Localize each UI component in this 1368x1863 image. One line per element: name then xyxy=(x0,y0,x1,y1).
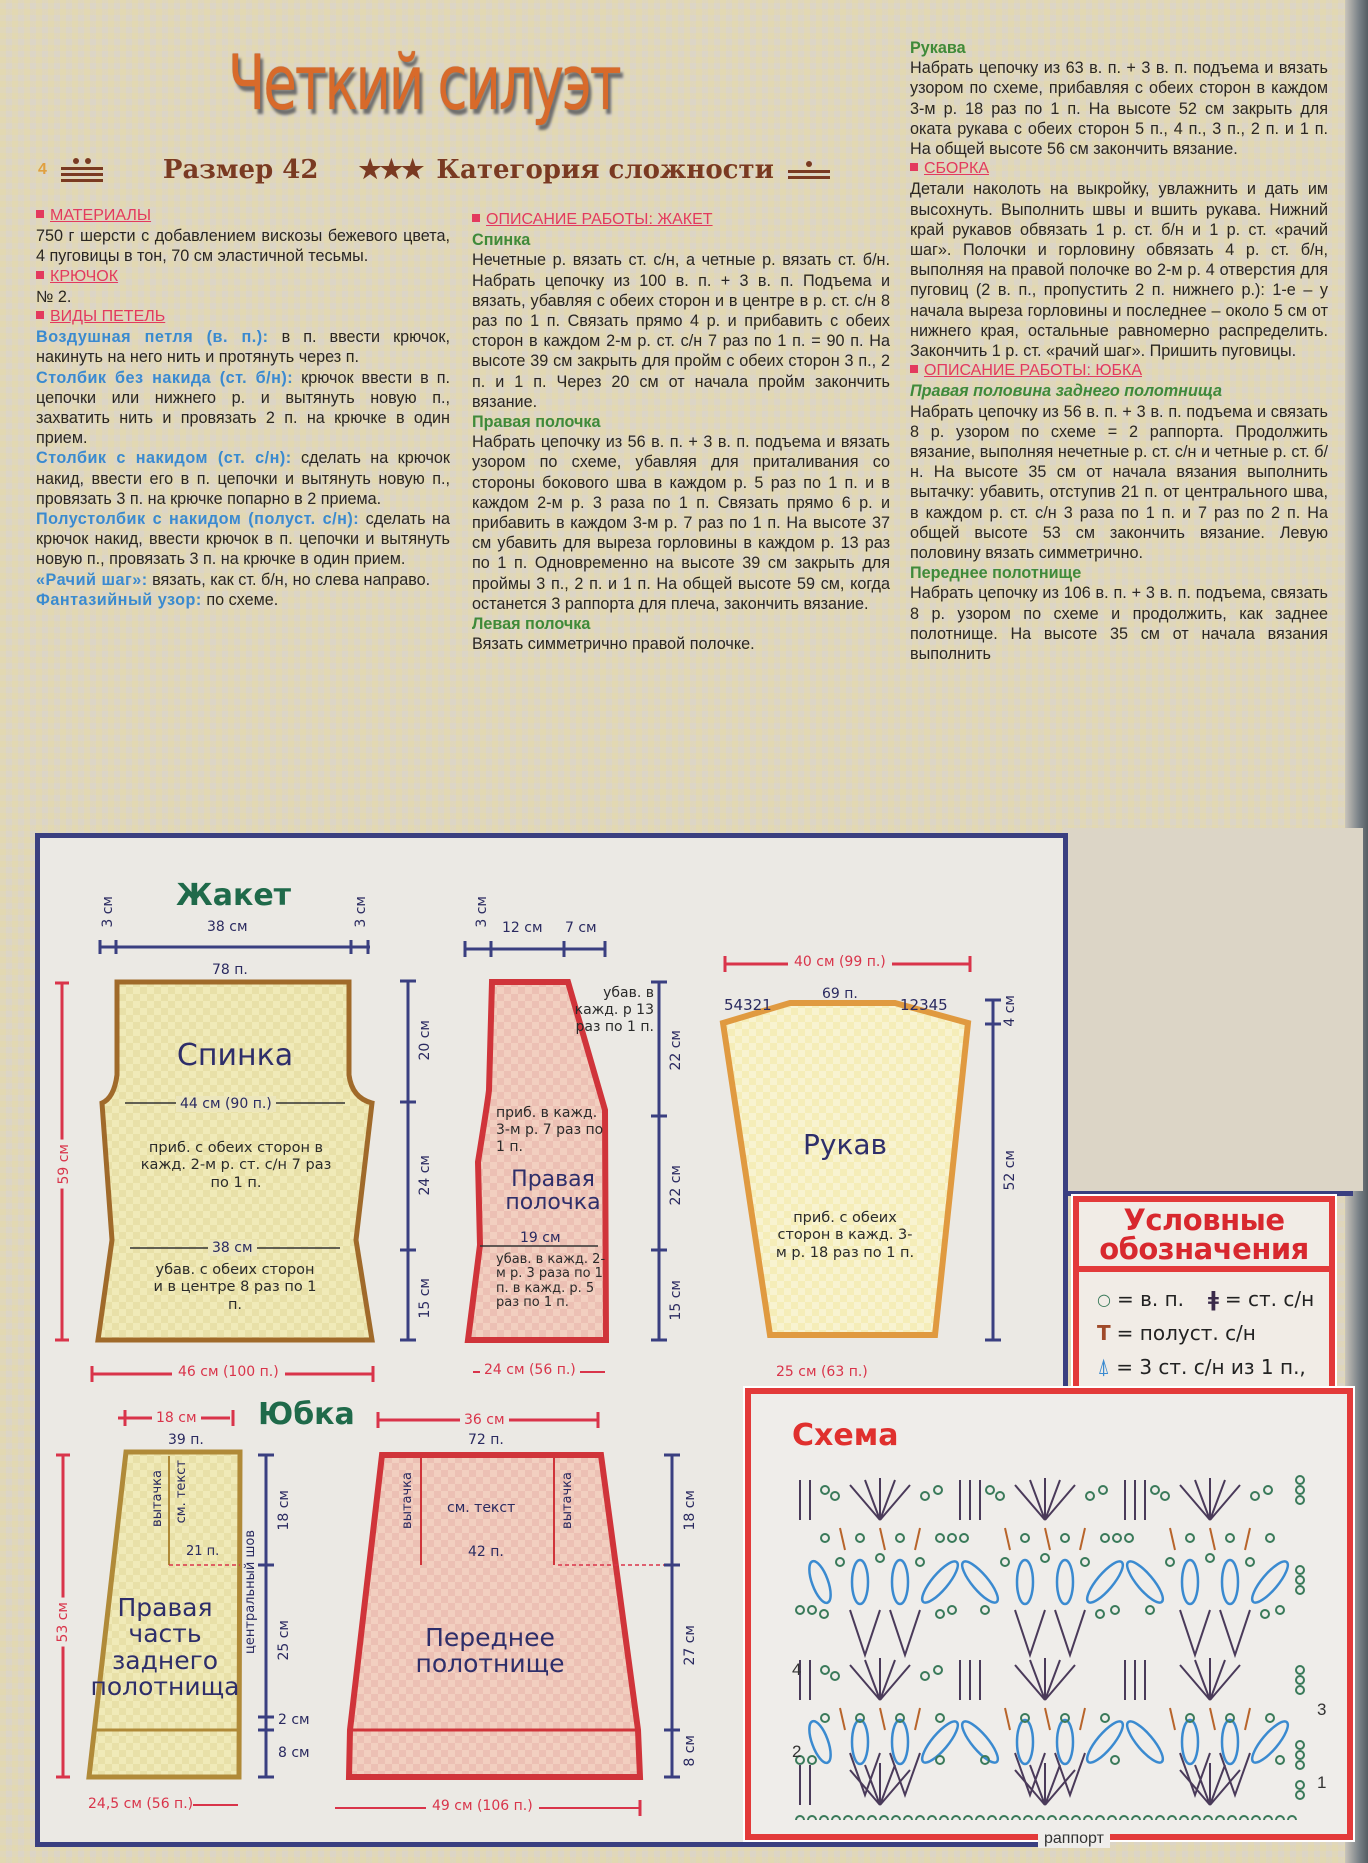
dim-label: 7 см xyxy=(565,920,597,936)
row-number-1: 1 xyxy=(1317,1773,1327,1792)
dim-label: 3 см xyxy=(100,896,116,928)
stitch-chart-title: Схема xyxy=(792,1418,899,1453)
dim-label: 18 см xyxy=(152,1410,201,1426)
stitch-definition: Воздушная петля (в. п.): в п. ввести крючок, накинуть на него нить и протянуть через п. xyxy=(36,328,450,367)
skirt-front-text: Набрать цепочку из 106 в. п. + 3 в. п. подъема, связать 8 р. узором по схеме и продолжить, как заднее полотнище. На высоте 35 см от начала вязания выполнить xyxy=(910,584,1328,664)
sleeves-heading: Рукава xyxy=(910,39,966,57)
right-front-text: Набрать цепочку из 56 в. п. + 3 в. п. подъема и вязать узором по схеме, убавляя для приталивания со стороны бокового шва в каждом р. 5 раз по 1 п. и в каждом 2-м р. 3 раза по 1 п. Связать прямо 6 р. и прибавить в каждом 3-м р. 7 раз по 1 п. На высоте 37 см убавить для выреза горловины в каждом р. 13 раз по 1 п. Одновременно на высоте 39 см закрыть для проймы 3 п., 2 п. и 1 п. На общей высоте 59 см, когда останется 3 раппорта для плеча, закончить вязание. xyxy=(472,433,890,613)
right-front-piece-label: Правая полочка xyxy=(505,1167,601,1216)
stitch-definition: Полустолбик с накидом (полуст. с/н): сделать на крючок накид, ввести крючок в п. цепочки и вытянуть новую п., провязать 3 п. на крючке в один прием. xyxy=(36,510,450,569)
dim-label: 38 см xyxy=(207,919,248,935)
see-text-label: см. текст xyxy=(447,1500,516,1516)
skirt-back-text: Набрать цепочку из 56 в. п. + 3 в. п. подъема и связать 8 р. узором по схеме = 2 раппорта. Продолжить вязание, выполняя нечетные р. ст. с/н и четные р. ст. б/н. На высоте 35 см от начала вязания выполнить вытачку: убавить, отступив 21 п. от центрального шва, в каждом р. ст. с/н 3 раза по 1 п. и 7 раз по 2 п. На общей высоте 53 см закончить вязание. Левую половину вязать симметрично. xyxy=(910,402,1328,563)
dim-label: 24,5 см (56 п.) xyxy=(88,1796,194,1812)
dim-label: 2 см xyxy=(278,1712,310,1728)
row-number-3: 3 xyxy=(1317,1700,1327,1719)
cap-marks-right: 12345 xyxy=(900,996,948,1014)
jacket-diagram-title: Жакет xyxy=(176,878,292,913)
dim-label: 38 см xyxy=(208,1240,257,1256)
right-front-heading: Правая полочка xyxy=(472,413,601,432)
double-crochet-icon: ǂ xyxy=(1208,1287,1219,1311)
dim-label: 36 см xyxy=(460,1412,509,1428)
dim-label: 25 см xyxy=(276,1620,292,1661)
half-double-crochet-icon: T xyxy=(1097,1321,1111,1345)
dim-label: 52 см xyxy=(1002,1150,1018,1191)
legend-item: ○ = в. п. ǂ = ст. с/н xyxy=(1097,1287,1315,1311)
stitch-definition: Фантазийный узор: по схеме. xyxy=(36,590,279,609)
dim-label: 24 см xyxy=(417,1155,433,1196)
size-number: 4 xyxy=(38,161,47,178)
left-front-heading: Левая полочка xyxy=(472,615,591,634)
stitch-types-heading: ВИДЫ ПЕТЕЛЬ xyxy=(36,307,450,327)
article-title: Четкий силуэт xyxy=(228,38,620,127)
difficulty-stars-icon: ★★★ xyxy=(358,155,423,185)
dim-label: 69 п. xyxy=(822,986,858,1002)
back-piece-label: Спинка xyxy=(176,1038,294,1073)
skirt-diagram-title: Юбка xyxy=(258,1397,355,1432)
front-decrease-note: убав. в кажд. 2-м р. 3 раза по 1 п. в кажд. р. 5 раз по 1 п. xyxy=(496,1252,606,1310)
skirt-front-piece-label: Переднее полотнище xyxy=(415,1623,565,1679)
dim-label: 78 п. xyxy=(212,962,248,978)
dim-label: 24 см (56 п.) xyxy=(480,1362,580,1378)
dim-label: 15 см xyxy=(668,1280,684,1321)
front-increase-note: приб. в кажд. 3-м р. 7 раз по 1 п. xyxy=(496,1105,604,1155)
difficulty-label: Категория сложности xyxy=(436,155,774,185)
cluster-icon: ⍋ xyxy=(1097,1354,1111,1380)
back-heading: Спинка xyxy=(472,231,531,250)
left-front-text: Вязать симметрично правой полочке. xyxy=(472,635,755,654)
dim-label: 44 см (90 п.) xyxy=(176,1096,276,1112)
dim-label: 40 см (99 п.) xyxy=(788,954,892,970)
dim-label: 4 см xyxy=(1002,995,1018,1027)
stitch-definition: Столбик с накидом (ст. с/н): сделать на крючок накид, ввести его в п. цепочки и вытянуть новую п., провязать 3 п. на крючке попарно в 2 приема. xyxy=(36,449,450,508)
legend-title: Условные обозначения xyxy=(1079,1202,1329,1272)
back-increase-note: приб. с обеих сторон в кажд. 2-м р. ст. с/н 7 раз по 1 п. xyxy=(140,1140,332,1191)
dart-label: вытачка xyxy=(150,1470,165,1527)
dim-label: 18 см xyxy=(682,1490,698,1531)
dim-label: 53 см xyxy=(55,1598,71,1647)
dim-label: 49 см (106 п.) xyxy=(426,1798,539,1814)
dim-label: 22 см xyxy=(668,1030,684,1071)
dim-label: 8 см xyxy=(682,1735,698,1767)
jacket-description-heading: ОПИСАНИЕ РАБОТЫ: ЖАКЕТ xyxy=(472,210,890,230)
assembly-text: Детали наколоть на выкройку, увлажнить и дать им высохнуть. Выполнить швы и вшить рукава. Нижний край рукавов обвязать 1 р. ст. б/н и 1 р. ст. «рачий шаг». Полочки и горловину обвязать 4 р. ст. б/н, выполняя на правой полочке во 2-м р. 4 отверстия для пуговиц (2 в. п., пропустить 2 п. нижнего р.): 1-е – у начала выреза горловины и последнее – около 5 см от нижнего края, остальные равномерно распределить. Закончить 1 р. ст. «рачий шаг». Пришить пуговицы. xyxy=(910,180,1328,361)
dim-label: 3 см xyxy=(353,896,369,928)
dim-label: 20 см xyxy=(417,1020,433,1061)
dim-label: 27 см xyxy=(682,1625,698,1666)
dim-label: 42 п. xyxy=(468,1544,504,1560)
chain-stitch-icon: ○ xyxy=(1097,1289,1111,1309)
repeat-label: раппорт xyxy=(1038,1830,1110,1848)
sleeve-increase-note: приб. с обеих сторон в кажд. 3-м р. 18 раз по 1 п. xyxy=(775,1210,915,1261)
dim-label: 21 п. xyxy=(186,1544,220,1559)
dart-label: вытачка xyxy=(560,1472,575,1529)
sleeve-piece-label: Рукав xyxy=(802,1128,888,1161)
stitch-definition: Столбик без накида (ст. б/н): крючок ввести в п. цепочки или нижнего р. и вытянуть новую п., захватить нить и провязать 2 п. на крючке в один прием. xyxy=(36,368,451,448)
legend-item: ⍋ = 3 ст. с/н из 1 п., xyxy=(1097,1354,1306,1380)
cap-marks-left: 54321 xyxy=(724,996,772,1014)
assembly-heading: СБОРКА xyxy=(910,159,1328,179)
see-text-label: см. текст xyxy=(174,1460,189,1524)
materials-text: 750 г шерсти с добавлением вискозы бежевого цвета, 4 пуговицы в тон, 70 см эластичной тесьмы. xyxy=(36,227,450,266)
dim-label: 59 см xyxy=(56,1140,72,1189)
materials-heading: МАТЕРИАЛЫ xyxy=(36,206,450,226)
stitch-chart xyxy=(790,1460,1310,1820)
row-number-2: 2 xyxy=(792,1742,802,1761)
dim-label: 39 п. xyxy=(168,1432,204,1448)
hook-heading: КРЮЧОК xyxy=(36,267,450,287)
back-text: Нечетные р. вязать ст. с/н, а четные р. вязать ст. б/н. Набрать цепочку из 100 в. п. + 3 в. п. Подъема и вязать, убавляя с обеих сторон и в центре в р. ст. с/н 8 раз по 1 п. Связать прямо 4 р. и прибавить с обеих сторон в каждом 2-м р. ст. с/н 7 раз по 1 п. = 90 п. На высоте 39 см закрыть для пройм с обеих сторон 3 п., 2 п. и 1 п. Через 20 см от начала пройм закончить вязание. xyxy=(472,251,890,411)
skirt-front-heading: Переднее полотнище xyxy=(910,564,1082,583)
hook-text: № 2. xyxy=(36,287,72,306)
dim-label: 15 см xyxy=(417,1278,433,1319)
skirt-description-heading: ОПИСАНИЕ РАБОТЫ: ЮБКА xyxy=(910,361,1328,381)
center-seam-label: центральный шов xyxy=(243,1530,258,1654)
dim-label: 18 см xyxy=(276,1490,292,1531)
dart-label: вытачка xyxy=(400,1472,415,1529)
sleeves-text: Набрать цепочку из 63 в. п. + 3 в. п. подъема и вязать узором по схеме, прибавляя с обеих сторон в каждом 3-м р. 18 раз по 1 п. На высоте 52 см закрыть для оката рукава с обеих сторон 5 п., 4 п., 3 п., 2 п. и 1 п. На общей высоте 56 см закончить вязание. xyxy=(910,59,1328,159)
dim-label: 25 см (63 п.) xyxy=(776,1364,868,1380)
legend-item: T = полуст. с/н xyxy=(1097,1321,1256,1345)
back-decrease-note: убав. с обеих сторон и в центре 8 раз по 1 п. xyxy=(153,1262,317,1313)
dim-label: 8 см xyxy=(278,1745,310,1761)
stitch-definition: «Рачий шаг»: вязать, как ст. б/н, но слева направо. xyxy=(36,570,431,589)
dim-label: 72 п. xyxy=(468,1432,504,1448)
dim-label: 12 см xyxy=(502,920,543,936)
front-neck-note: убав. в кажд. р 13 раз по 1 п. xyxy=(574,985,654,1035)
skirt-back-heading: Правая половина заднего полотнища xyxy=(910,382,1222,401)
dim-label: 22 см xyxy=(668,1165,684,1206)
dim-label: 3 см xyxy=(474,896,490,928)
size-label: Размер 42 xyxy=(162,155,319,185)
row-number-4: 4 xyxy=(792,1660,802,1679)
dim-label: 46 см (100 п.) xyxy=(172,1364,285,1380)
skirt-back-piece-label: Правая часть заднего полотнища xyxy=(90,1593,240,1701)
dim-label: 19 см xyxy=(520,1230,561,1246)
